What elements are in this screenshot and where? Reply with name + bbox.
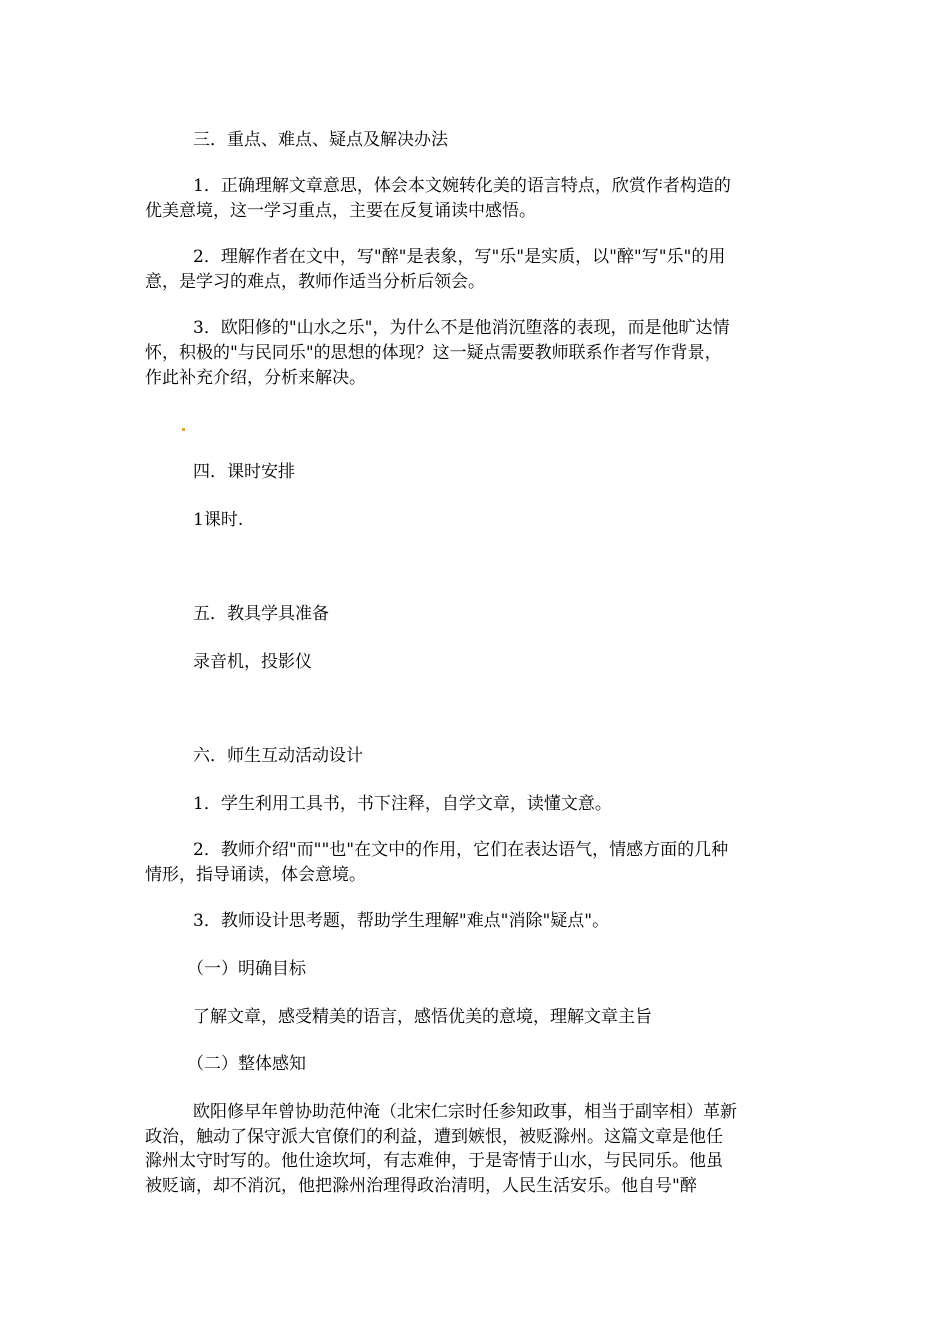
section6-sub2-line1: 欧阳修早年曾协助范仲淹（北宋仁宗时任参知政事，相当于副宰相）革新 — [193, 1102, 737, 1122]
section6-item2-line1: 2．教师介绍"而""也"在文中的作用，它们在表达语气，情感方面的几种 — [193, 840, 729, 860]
section3-item2-line1: 2．理解作者在文中，写"醉"是表象，写"乐"是实质，以"醉"写"乐"的用 — [193, 247, 726, 267]
section6-sub2-heading: （二）整体感知 — [187, 1054, 306, 1074]
stray-mark — [182, 428, 185, 431]
section6-sub1-heading: （一）明确目标 — [187, 959, 306, 979]
section6-sub1-body: 了解文章，感受精美的语言，感悟优美的意境，理解文章主旨 — [193, 1007, 652, 1027]
section5-heading: 五．教具学具准备 — [193, 604, 329, 624]
section6-item2-line2: 情形，指导诵读，体会意境。 — [145, 865, 366, 885]
section3-item1-line2: 优美意境，这一学习重点，主要在反复诵读中感悟。 — [145, 201, 536, 221]
section4-body: 1课时. — [193, 510, 244, 530]
section3-item3-line2: 怀，积极的"与民同乐"的思想的体现？这一疑点需要教师联系作者写作背景， — [145, 343, 722, 363]
section5-body: 录音机，投影仪 — [193, 652, 312, 672]
section3-item3-line3: 作此补充介绍，分析来解决。 — [145, 368, 366, 388]
section3-heading: 三．重点、难点、疑点及解决办法 — [193, 130, 448, 150]
section3-item2-line2: 意，是学习的难点，教师作适当分析后领会。 — [145, 272, 485, 292]
section6-item3: 3．教师设计思考题，帮助学生理解"难点"消除"疑点"。 — [193, 911, 610, 931]
section6-sub2-line3: 滁州太守时写的。他仕途坎坷，有志难伸，于是寄情于山水，与民同乐。他虽 — [145, 1151, 723, 1171]
section4-heading: 四．课时安排 — [193, 462, 295, 482]
section3-item1-line1: 1．正确理解文章意思，体会本文婉转化美的语言特点，欣赏作者构造的 — [193, 176, 731, 196]
section6-sub2-line2: 政治，触动了保守派大官僚们的利益，遭到嫉恨，被贬滁州。这篇文章是他任 — [145, 1127, 723, 1147]
section3-item3-line1: 3．欧阳修的"山水之乐"，为什么不是他消沉堕落的表现，而是他旷达情 — [193, 318, 730, 338]
section6-item1: 1．学生利用工具书，书下注释，自学文章，读懂文意。 — [193, 794, 612, 814]
section6-heading: 六．师生互动活动设计 — [193, 746, 363, 766]
section6-sub2-line4: 被贬谪，却不消沉，他把滁州治理得政治清明，人民生活安乐。他自号"醉 — [145, 1176, 697, 1196]
